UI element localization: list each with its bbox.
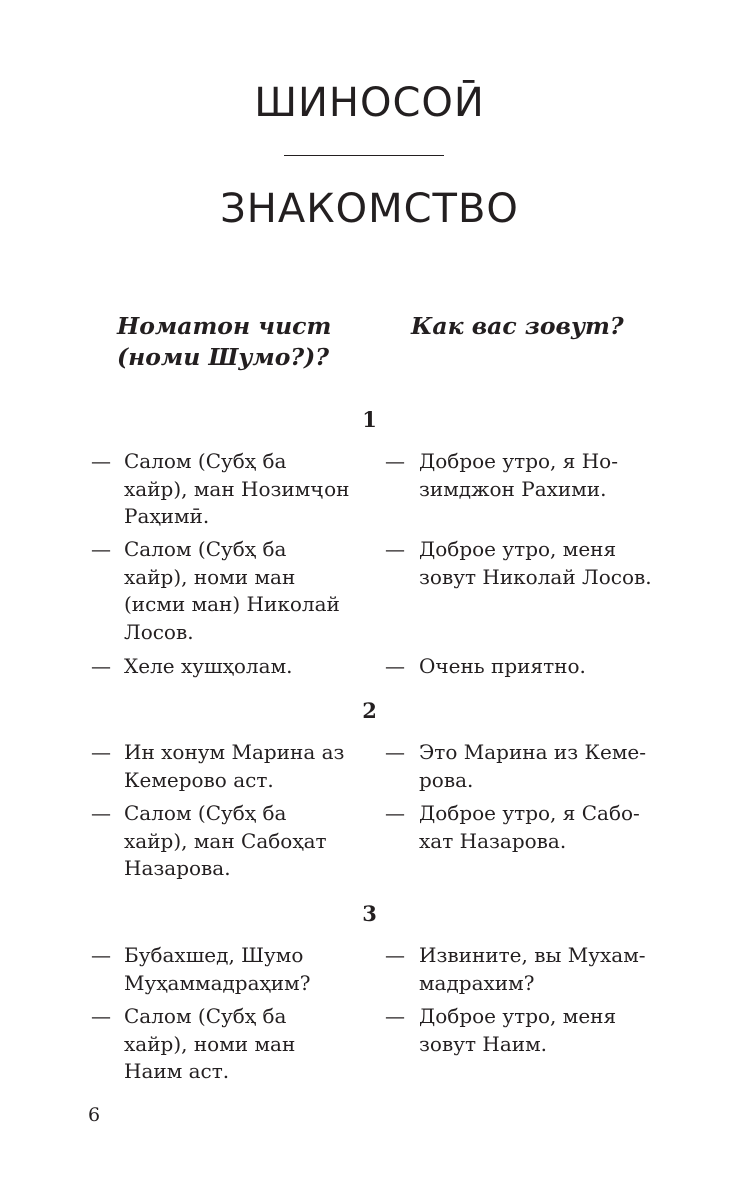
- tajik-line: Ин хонум Марина аз Кемерово аст.: [124, 740, 345, 792]
- left-column-heading: [117, 311, 367, 373]
- dialogue-dash: —: [91, 801, 111, 825]
- dialogue-dash: —: [91, 537, 111, 561]
- russian-line: Доброе утро, я Сабо- хат Назарова.: [419, 801, 640, 853]
- dialogue-dash: —: [91, 943, 111, 967]
- russian-line: Очень приятно.: [419, 654, 586, 678]
- dialogue-dash: —: [91, 654, 111, 678]
- chapter-title-russian: ЗНАКОМСТВО: [220, 186, 519, 232]
- page-number: 6: [88, 1104, 101, 1126]
- tajik-line: Салом (Субҳ ба хайр), ман Сабоҳат Назарова.: [124, 801, 327, 880]
- section-number: 1: [362, 407, 377, 432]
- right-column-heading: [411, 311, 661, 342]
- dialogue-dash: —: [385, 801, 405, 825]
- russian-line: Доброе утро, я Но- зимджон Рахими.: [419, 449, 618, 501]
- left-heading-line: (номи Шумо?)?: [117, 343, 330, 371]
- dialogue-dash: —: [385, 654, 405, 678]
- chapter-title-tajik: ШИНОСОӢ: [254, 80, 485, 126]
- tajik-line: Хеле хушҳолам.: [124, 654, 293, 678]
- tajik-line: Бубахшед, Шумо Муҳаммадраҳим?: [124, 943, 311, 995]
- tajik-line: Салом (Субҳ ба хайр), номи ман (исми ман) Николай Лосов.: [124, 537, 340, 644]
- dialogue-dash: —: [91, 449, 111, 473]
- russian-line: Это Марина из Кеме- рова.: [419, 740, 646, 792]
- russian-line: Доброе утро, меня зовут Николай Лосов.: [419, 537, 652, 589]
- tajik-line: Салом (Субҳ ба хайр), ман Нозимҷон Раҳимӣ.: [124, 449, 350, 528]
- dialogue-dash: —: [385, 537, 405, 561]
- russian-line: Доброе утро, меня зовут Наим.: [419, 1004, 617, 1056]
- dialogue-dash: —: [91, 1004, 111, 1028]
- left-heading-line: Номатон чист: [117, 312, 332, 340]
- dialogue-dash: —: [385, 740, 405, 764]
- tajik-line: Салом (Субҳ ба хайр), номи ман Наим аст.: [124, 1004, 296, 1083]
- section-number: 3: [362, 901, 377, 926]
- dialogue-dash: —: [385, 1004, 405, 1028]
- right-heading-line: Как вас зовут?: [411, 312, 624, 340]
- dialogue-dash: —: [385, 943, 405, 967]
- dialogue-dash: —: [91, 740, 111, 764]
- title-divider: [284, 155, 444, 156]
- russian-line: Извините, вы Мухам- мадрахим?: [419, 943, 646, 995]
- section-number: 2: [362, 698, 377, 723]
- dialogue-dash: —: [385, 449, 405, 473]
